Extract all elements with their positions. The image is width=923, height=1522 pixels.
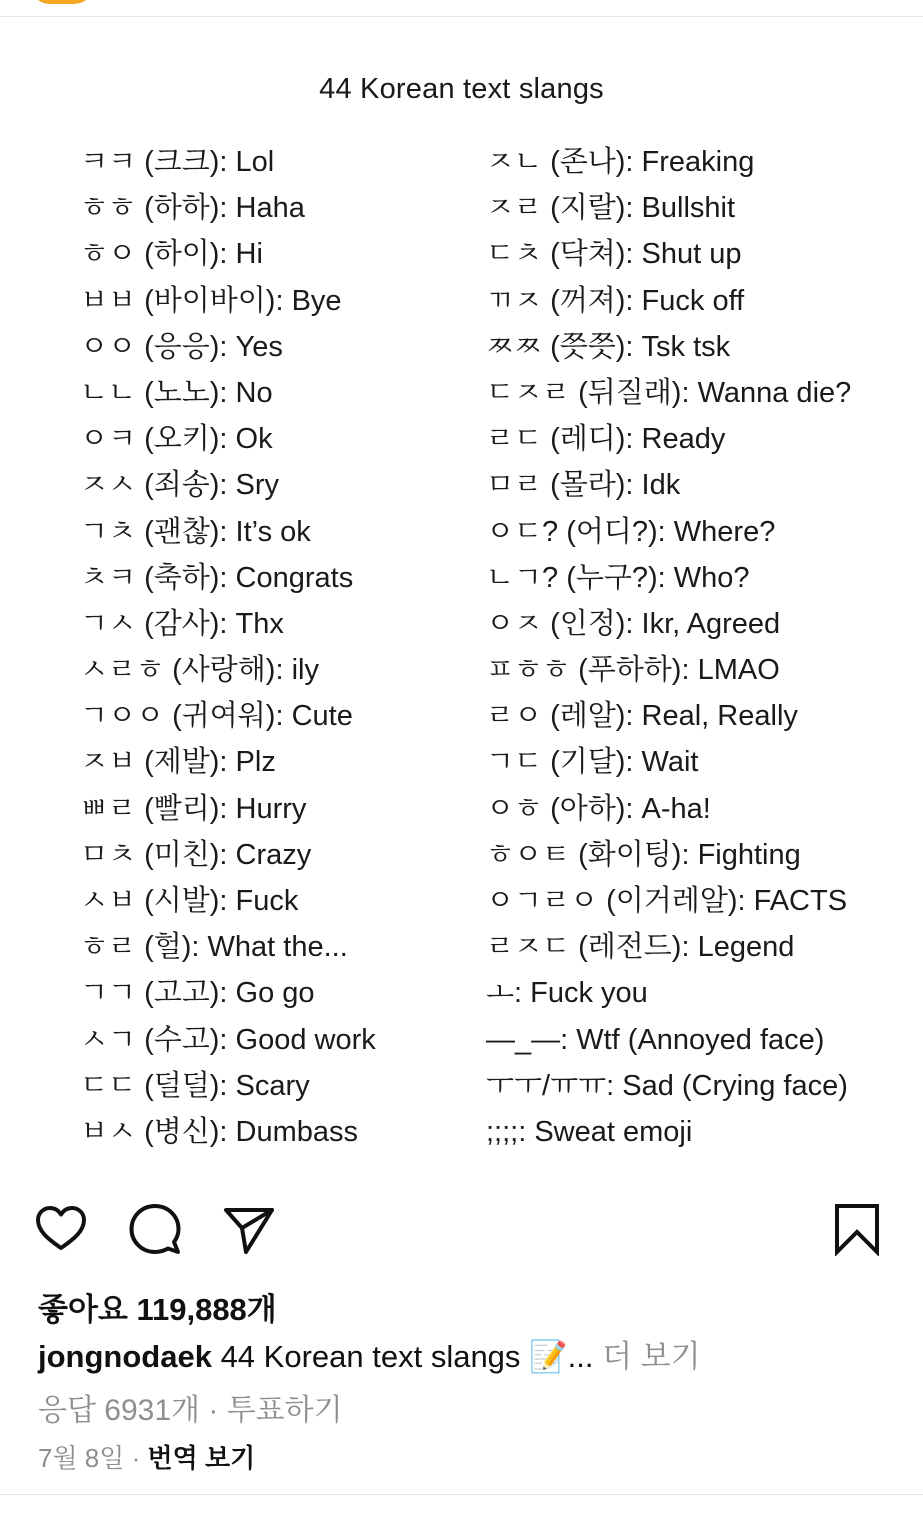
slang-entry: ㄲㅈ (꺼져): Fuck off bbox=[486, 284, 745, 317]
slang-entry: ㅍㅎㅎ (푸하하): LMAO bbox=[486, 654, 780, 687]
slang-entry: ㅂㅅ (병신): Dumbass bbox=[80, 1115, 359, 1148]
slang-entry: ㅗ: Fuck you bbox=[486, 977, 648, 1010]
caption bbox=[38, 1331, 701, 1376]
slang-entry: ㅇㅋ (오키): Ok bbox=[80, 423, 273, 456]
heart-icon[interactable] bbox=[34, 1202, 88, 1256]
slang-entry: ㅈㄴ (존나): Freaking bbox=[486, 146, 755, 178]
slang-entry: ㄱㅅ (감사): Thx bbox=[80, 607, 284, 640]
slang-entry: ㄱㄷ (기달): Wait bbox=[486, 746, 699, 779]
slang-entry: ㄷㅈㄹ (뒤질래): Wanna die? bbox=[486, 376, 852, 409]
slang-entry: ㄱㅊ (괜찮): It’s ok bbox=[80, 515, 311, 548]
vote-link[interactable]: 투표하기 bbox=[226, 1394, 343, 1427]
slang-entry: ㅉㅉ (쯧쯧): Tsk tsk bbox=[486, 330, 731, 363]
action-bar bbox=[0, 1196, 923, 1260]
slang-entry: ㄷㄷ (덜덜): Scary bbox=[80, 1069, 310, 1102]
slang-entry: ㅈㅅ (죄송): Sry bbox=[80, 469, 280, 502]
slang-entry: ㅇㅇ (응응): Yes bbox=[80, 330, 283, 363]
slang-entry: ㄹㄷ (레디): Ready bbox=[486, 423, 726, 456]
slang-entry: ㅎㅇㅌ (화이팅): Fighting bbox=[486, 838, 801, 871]
slang-entry: ㅊㅋ (축하): Congrats bbox=[80, 561, 354, 594]
slang-entry: ㅁㅊ (미친): Crazy bbox=[80, 838, 312, 871]
post-date: 7월 8일 bbox=[38, 1443, 125, 1473]
slang-entry: ㄱㅇㅇ (귀여워): Cute bbox=[80, 700, 353, 733]
slang-entry: ㅅㅂ (시발): Fuck bbox=[80, 885, 299, 917]
meta-separator: · bbox=[124, 1443, 148, 1473]
slang-entry: ㅂㅂ (바이바이): Bye bbox=[80, 284, 342, 317]
replies-link[interactable]: 응답 6931개 bbox=[38, 1394, 201, 1427]
slang-entry: ㄱㄱ (고고): Go go bbox=[80, 977, 315, 1010]
slang-entry: ㄹㅇ (레알): Real, Really bbox=[486, 700, 798, 733]
comments-row bbox=[38, 1385, 343, 1429]
slang-entry: ㅜㅜ/ㅠㅠ: Sad (Crying face) bbox=[486, 1069, 848, 1102]
slang-entry: ㅅㄱ (수고): Good work bbox=[80, 1023, 376, 1056]
slang-entry: ㅇㅎ (아하): A-ha! bbox=[486, 792, 711, 825]
slang-entry: ㅋㅋ (크크): Lol bbox=[80, 146, 275, 178]
avatar[interactable] bbox=[30, 0, 94, 4]
slang-entry: ㅁㄹ (몰라): Idk bbox=[486, 469, 681, 502]
slang-entry: ㅇㅈ (인정): Ikr, Agreed bbox=[486, 607, 781, 640]
slang-entry: ㄴㄱ? (누구?): Who? bbox=[486, 561, 750, 594]
likes-count[interactable]: 좋아요 119,888개 bbox=[38, 1292, 277, 1327]
slang-entry: ㅈㄹ (지랄): Bullshit bbox=[486, 192, 736, 225]
image-title: 44 Korean text slangs bbox=[319, 73, 604, 105]
bookmark-icon[interactable] bbox=[830, 1202, 884, 1256]
comments-separator: · bbox=[200, 1394, 227, 1427]
slang-entry: ㅇㄱㄹㅇ (이거레알): FACTS bbox=[486, 885, 848, 917]
slang-entry: ㅅㄹㅎ (사랑해): ily bbox=[80, 654, 319, 687]
slang-entry: ㅃㄹ (빨리): Hurry bbox=[80, 792, 307, 825]
bottom-divider bbox=[0, 1494, 923, 1495]
caption-more-button[interactable]: 더 보기 bbox=[602, 1339, 701, 1374]
slang-entry: ㄹㅈㄷ (레전드): Legend bbox=[486, 931, 795, 964]
slang-entry: ㅎㅎ (하하): Haha bbox=[80, 192, 305, 225]
slang-entry: ㄴㄴ (노노): No bbox=[80, 376, 273, 409]
paper-plane-icon[interactable] bbox=[222, 1202, 276, 1256]
caption-text: 44 Korean text slangs 📝... bbox=[211, 1339, 603, 1374]
caption-username[interactable]: jongnodaek bbox=[38, 1339, 212, 1374]
slang-entry: ㅈㅂ (제발): Plz bbox=[80, 746, 276, 779]
slang-entry: —_—: Wtf (Annoyed face) bbox=[486, 1023, 825, 1056]
slang-list-right bbox=[486, 139, 906, 1155]
comment-bubble-icon[interactable] bbox=[128, 1202, 182, 1256]
post-meta bbox=[38, 1438, 255, 1475]
slang-entry: ㅇㄷ? (어디?): Where? bbox=[486, 515, 776, 548]
translate-button[interactable]: 번역 보기 bbox=[147, 1443, 256, 1473]
slang-entry: ㅎㅇ (하이): Hi bbox=[80, 238, 263, 271]
slang-entry: ㅎㄹ (헐): What the... bbox=[80, 931, 348, 964]
slang-entry: ㄷㅊ (닥쳐): Shut up bbox=[486, 238, 742, 271]
slang-list-left bbox=[80, 139, 470, 1155]
post-image[interactable] bbox=[0, 17, 923, 1177]
slang-entry: ;;;;: Sweat emoji bbox=[486, 1115, 693, 1148]
